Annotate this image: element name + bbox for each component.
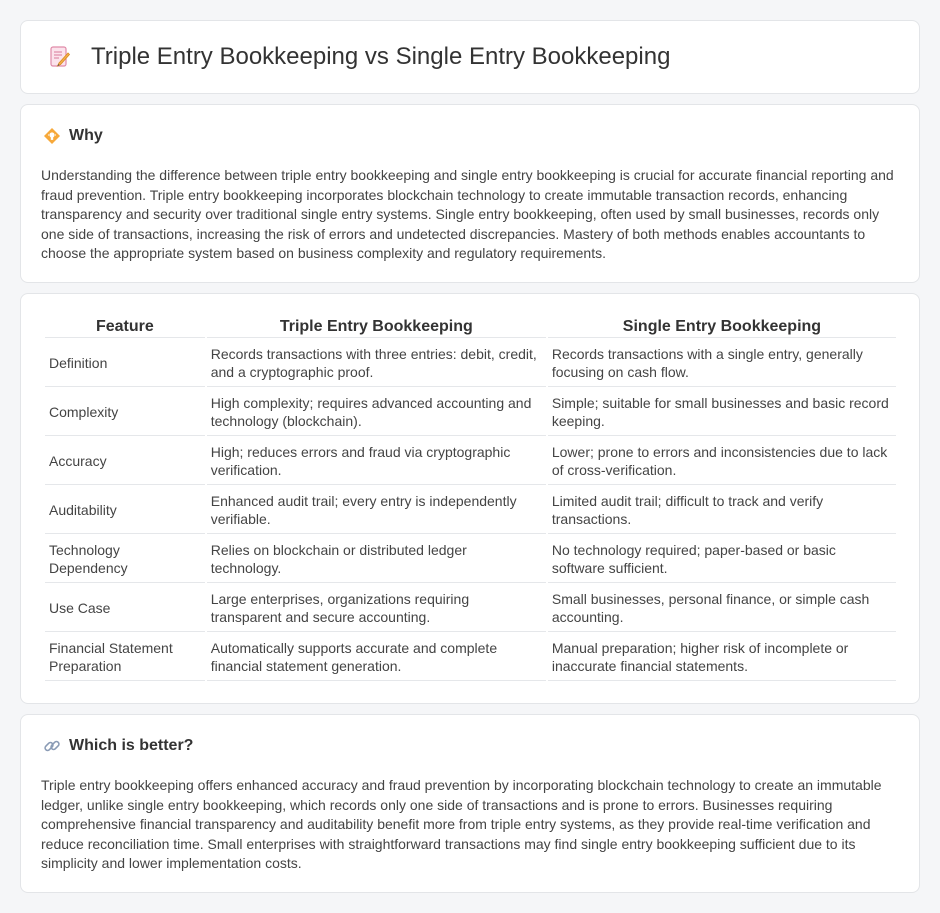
triple-cell: High; reduces errors and fraud via cryptographic verification. <box>207 438 546 485</box>
link-icon <box>43 737 61 755</box>
table-header-row <box>45 318 896 338</box>
single-cell: No technology required; paper-based or basic software sufficient. <box>548 536 896 583</box>
why-section <box>20 104 920 283</box>
single-cell: Small businesses, personal finance, or simple cash accounting. <box>548 585 896 632</box>
feature-cell: Financial Statement Preparation <box>45 634 205 681</box>
page-title: Triple Entry Bookkeeping vs Single Entry Bookkeeping <box>91 43 671 70</box>
table-row <box>45 585 896 632</box>
single-cell: Records transactions with a single entry, generally focusing on cash flow. <box>548 340 896 387</box>
which-is-better-section <box>20 714 920 893</box>
triple-cell: Enhanced audit trail; every entry is independently verifiable. <box>207 487 546 534</box>
feature-cell: Technology Dependency <box>45 536 205 583</box>
better-paragraph: Triple entry bookkeeping offers enhanced accuracy and fraud prevention by incorporating blockchain technology to create an immutable ledger, unlike single entry bookkeeping, which records only one side of transactions and is prone to errors. Businesses requiring comprehensive financial transparency and auditability benefit more from triple entry systems, as they provide real-time verification and reduce reconciliation time. Small enterprises with straightforward transactions may find single entry bookkeeping sufficient due to its simplicity and lower implementation costs. <box>41 777 882 872</box>
triple-cell: Automatically supports accurate and complete financial statement generation. <box>207 634 546 681</box>
triple-cell: High complexity; requires advanced accounting and technology (blockchain). <box>207 389 546 436</box>
triple-cell: Relies on blockchain or distributed ledger technology. <box>207 536 546 583</box>
header-triple: Triple Entry Bookkeeping <box>207 318 546 338</box>
table-row <box>45 634 896 681</box>
single-cell: Limited audit trail; difficult to track and verify transactions. <box>548 487 896 534</box>
single-cell: Manual preparation; higher risk of incomplete or inaccurate financial statements. <box>548 634 896 681</box>
comparison-table <box>43 316 898 683</box>
feature-cell: Complexity <box>45 389 205 436</box>
triple-cell: Records transactions with three entries: debit, credit, and a cryptographic proof. <box>207 340 546 387</box>
single-cell: Lower; prone to errors and inconsistencies due to lack of cross-verification. <box>548 438 896 485</box>
edit-document-icon <box>47 44 73 70</box>
feature-cell: Auditability <box>45 487 205 534</box>
table-row <box>45 438 896 485</box>
feature-cell: Accuracy <box>45 438 205 485</box>
why-paragraph: Understanding the difference between triple entry bookkeeping and single entry bookkeeping is crucial for accurate financial reporting and fraud prevention. Triple entry bookkeeping incorporates blockchain technology to create immutable transaction records, enhancing transparency and security over traditional single entry systems. Single entry bookkeeping, often used by small businesses, records only one side of transactions, increasing the risk of errors and undetected discrepancies. Mastery of both methods enables accountants to choose the appropriate system based on business complexity and regulatory requirements. <box>41 167 894 262</box>
lightbulb-icon <box>43 127 61 145</box>
table-row <box>45 487 896 534</box>
table-row <box>45 536 896 583</box>
single-cell: Simple; suitable for small businesses and basic record keeping. <box>548 389 896 436</box>
comparison-section <box>20 293 920 704</box>
feature-cell: Definition <box>45 340 205 387</box>
header-feature: Feature <box>45 318 205 338</box>
section-title-why: Why <box>69 127 103 144</box>
section-title-better: Which is better? <box>69 737 194 754</box>
table-row <box>45 340 896 387</box>
triple-cell: Large enterprises, organizations requiring transparent and secure accounting. <box>207 585 546 632</box>
header-single: Single Entry Bookkeeping <box>548 318 896 338</box>
table-row <box>45 389 896 436</box>
feature-cell: Use Case <box>45 585 205 632</box>
title-card <box>20 20 920 94</box>
